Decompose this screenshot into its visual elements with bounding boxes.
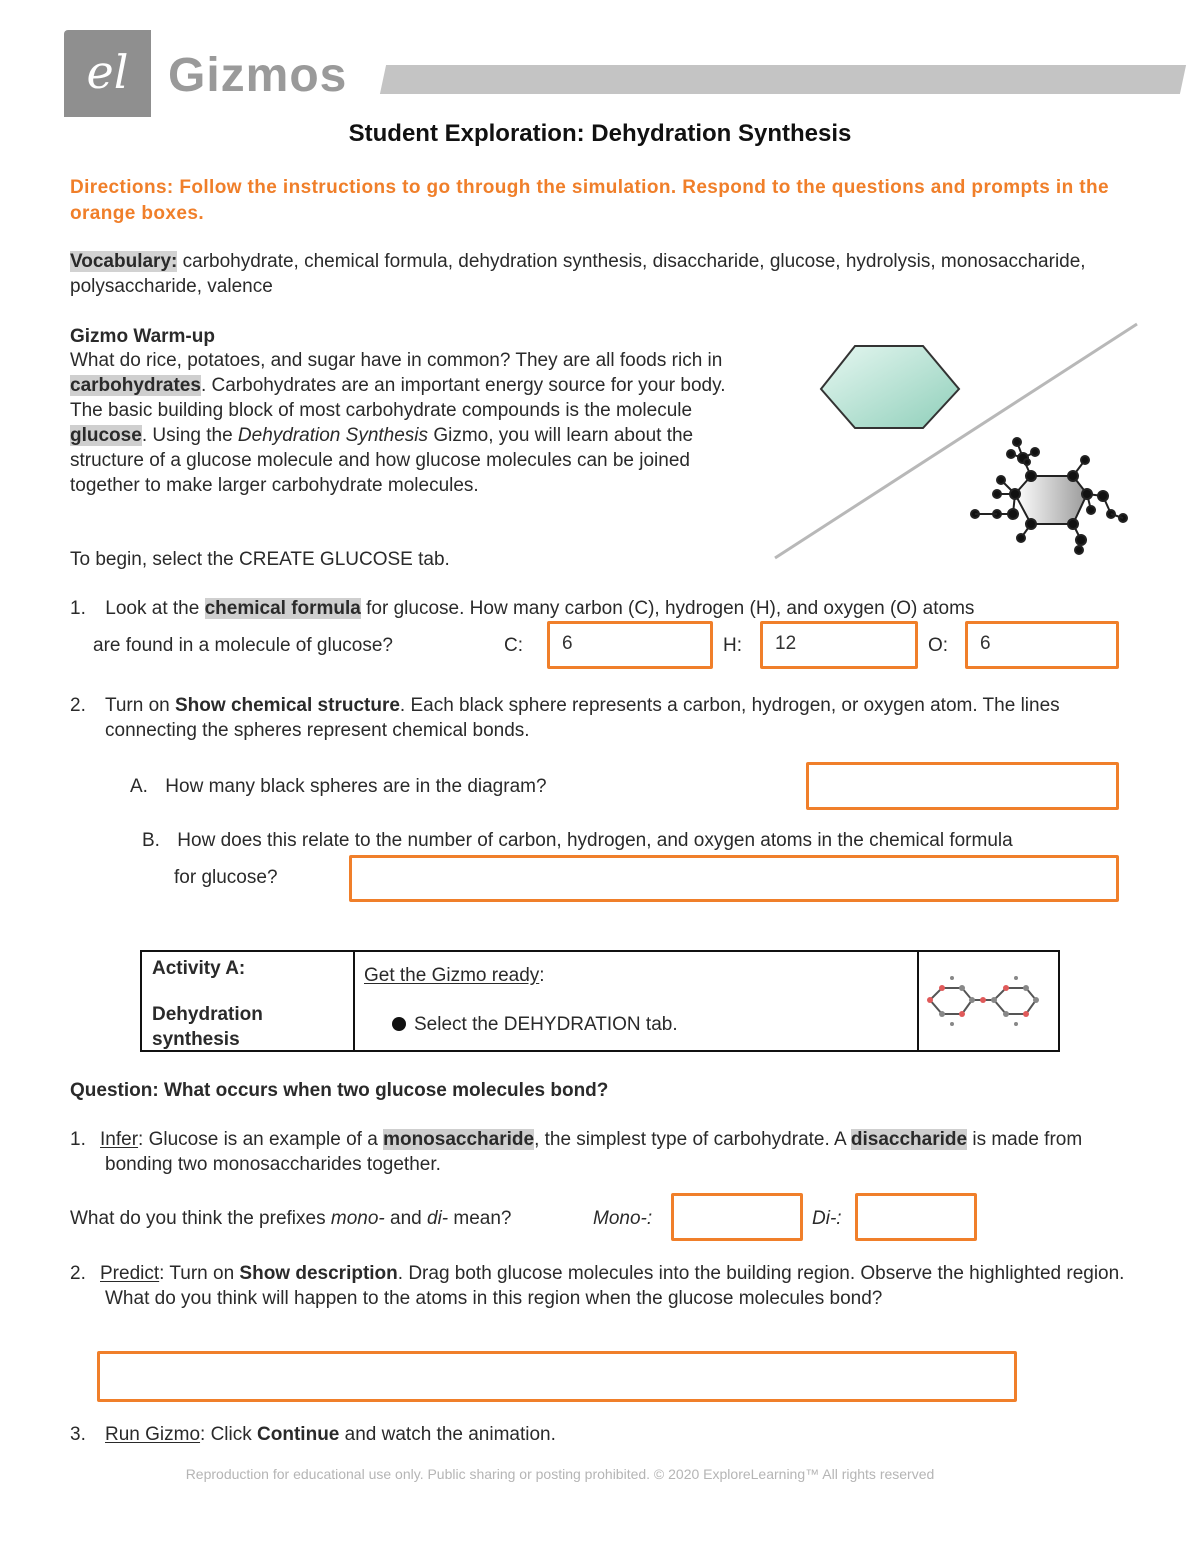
page-title: Student Exploration: Dehydration Synthesis (348, 120, 852, 147)
q2b (142, 828, 1132, 853)
term-monosaccharide: monosaccharide (383, 1129, 535, 1150)
warmup-text-2: . Carbohydrates are an important energy source for your body. The basic building block of most carbohydrate compounds is the molecule (70, 375, 726, 421)
vocabulary-terms: carbohydrate, chemical formula, dehydration synthesis, disaccharide, glucose, hydrolysis, monosaccharide, polysaccharide, valence (70, 251, 1086, 297)
prefix-di: di- (427, 1208, 449, 1229)
activity-q1 (70, 1127, 1130, 1177)
a1-text-b: , the simplest type of carbohydrate. A (534, 1129, 846, 1150)
activity-q3 (70, 1422, 1130, 1447)
q1-line-2: are found in a molecule of glucose? (93, 635, 393, 656)
logo-mark: el (86, 45, 129, 99)
term-carbohydrates: carbohydrates (70, 375, 201, 396)
warmup-text-1: What do rice, potatoes, and sugar have in common? They are all foods rich in (70, 350, 723, 371)
q2-number: 2. (70, 695, 86, 716)
bullet-icon (392, 1017, 406, 1031)
header-bar (380, 65, 1186, 94)
q2a (130, 774, 547, 799)
footer: Reproduction for educational use only. Public sharing or posting prohibited. © 2020 ExploreLearning™ All rights reserved (185, 1466, 935, 1482)
activity-table (140, 950, 1060, 1052)
q2b-label: B. (142, 830, 160, 851)
prefix-mono: mono- (330, 1208, 385, 1229)
prefix-q-a: What do you think the prefixes (70, 1208, 326, 1229)
di-label: Di-: (812, 1208, 842, 1229)
q2-text-a: Turn on (104, 695, 170, 716)
activity-step-text: Select the DEHYDRATION tab. (414, 1014, 678, 1035)
term-chemical-formula: chemical formula (204, 598, 361, 619)
brand-name: Gizmos (168, 49, 348, 102)
question-1 (70, 596, 1130, 621)
a1-number: 1. (70, 1129, 86, 1150)
oxygen-answer: 6 (980, 633, 991, 654)
carbon-answer: 6 (562, 633, 573, 654)
show-chemical-structure: Show chemical structure (175, 695, 400, 716)
gizmo-ready-label: Get the Gizmo ready (364, 965, 540, 986)
run-gizmo-label: Run Gizmo (105, 1424, 201, 1445)
relation-answer-box[interactable] (349, 855, 1119, 902)
q1-text-b: for glucose. How many carbon (C), hydrogen (H), and oxygen (O) atoms (366, 598, 975, 619)
q1-number: 1. (70, 598, 86, 619)
a3-text-a: : Click (200, 1424, 252, 1445)
a3-text-b: and watch the animation. (344, 1424, 556, 1445)
prefix-and: and (390, 1208, 422, 1229)
question-2 (70, 693, 1130, 743)
mono-label: Mono-: (593, 1208, 653, 1229)
a1-text-c: is made from bonding two monosaccharides together. (105, 1129, 1083, 1175)
a2-text-b: . Drag both glucose molecules into the building region. Observe the highlighted region. What do you think will happen to the atoms in this region when the glucose molecules bond? (105, 1263, 1125, 1309)
warmup-heading: Gizmo Warm-up (70, 326, 215, 347)
prefix-q-b: mean? (453, 1208, 512, 1229)
hydrogen-answer: 12 (775, 633, 797, 654)
activity-step (392, 1012, 678, 1037)
predict-answer-box[interactable] (97, 1351, 1017, 1402)
warmup-paragraph (70, 348, 760, 498)
a1-text-a: : Glucose is an example of a (138, 1129, 378, 1150)
term-glucose: glucose (70, 425, 142, 446)
activity-divider-1 (353, 952, 355, 1050)
carbon-label: C: (504, 635, 523, 656)
infer-label: Infer (100, 1129, 139, 1150)
oxygen-answer-box[interactable] (965, 621, 1119, 669)
di-answer-box[interactable] (855, 1193, 977, 1241)
spheres-answer-box[interactable] (806, 762, 1119, 810)
divider-line (775, 324, 1137, 558)
a2-text-a: : Turn on (159, 1263, 235, 1284)
warmup-text-3: . Using the (141, 425, 233, 446)
a3-number: 3. (70, 1424, 86, 1445)
activity-name: Dehydration synthesis (152, 1004, 263, 1050)
prefix-question (70, 1206, 512, 1231)
activity-divider-2 (917, 952, 919, 1050)
a2-number: 2. (70, 1263, 86, 1284)
hydrogen-answer-box[interactable] (760, 621, 918, 669)
begin-instruction: To begin, select the CREATE GLUCOSE tab. (70, 549, 450, 570)
gizmo-name: Dehydration Synthesis (237, 425, 429, 446)
glucose-ring-structure (971, 438, 1127, 554)
q2a-label: A. (130, 776, 148, 797)
q2b-text: How does this relate to the number of carbon, hydrogen, and oxygen atoms in the chemical formula (177, 830, 1013, 851)
activity-question: Question: What occurs when two glucose molecules bond? (70, 1080, 609, 1101)
gizmo-ready (364, 963, 545, 988)
q2-text-b: . Each black sphere represents a carbon, hydrogen, or oxygen atom. The lines connecting the spheres represent chemical bonds. (105, 695, 1060, 741)
oxygen-label: O: (928, 635, 949, 656)
gizmo-ready-colon: : (539, 965, 545, 986)
q2a-text: How many black spheres are in the diagram? (165, 776, 547, 797)
q1-text-a: Look at the (105, 598, 200, 619)
vocabulary-label: Vocabulary: (70, 251, 178, 272)
show-description: Show description (239, 1263, 398, 1284)
vocabulary (70, 249, 1120, 299)
predict-label: Predict (100, 1263, 160, 1284)
header-logo (64, 30, 151, 117)
term-disaccharide: disaccharide (850, 1129, 968, 1150)
hydrogen-label: H: (723, 635, 742, 656)
directions: Directions: Follow the instructions to go through the simulation. Respond to the questions and prompts in the orange boxes. (70, 177, 1109, 224)
activity-title: Activity A: (152, 958, 246, 979)
activity-q2 (70, 1261, 1130, 1311)
carbon-answer-box[interactable] (547, 621, 713, 669)
disaccharide-thumbnail-icon (922, 970, 1054, 1034)
continue-label: Continue (257, 1424, 340, 1445)
warmup-text-4: Gizmo, you will learn about the structure of a glucose molecule and how glucose molecules can be joined together to make larger carbohydrate molecules. (70, 425, 694, 496)
glucose-illustration (765, 318, 1145, 568)
mono-answer-box[interactable] (671, 1193, 803, 1241)
q2b-line-2: for glucose? (174, 867, 278, 888)
hexagon-shape (821, 346, 959, 428)
